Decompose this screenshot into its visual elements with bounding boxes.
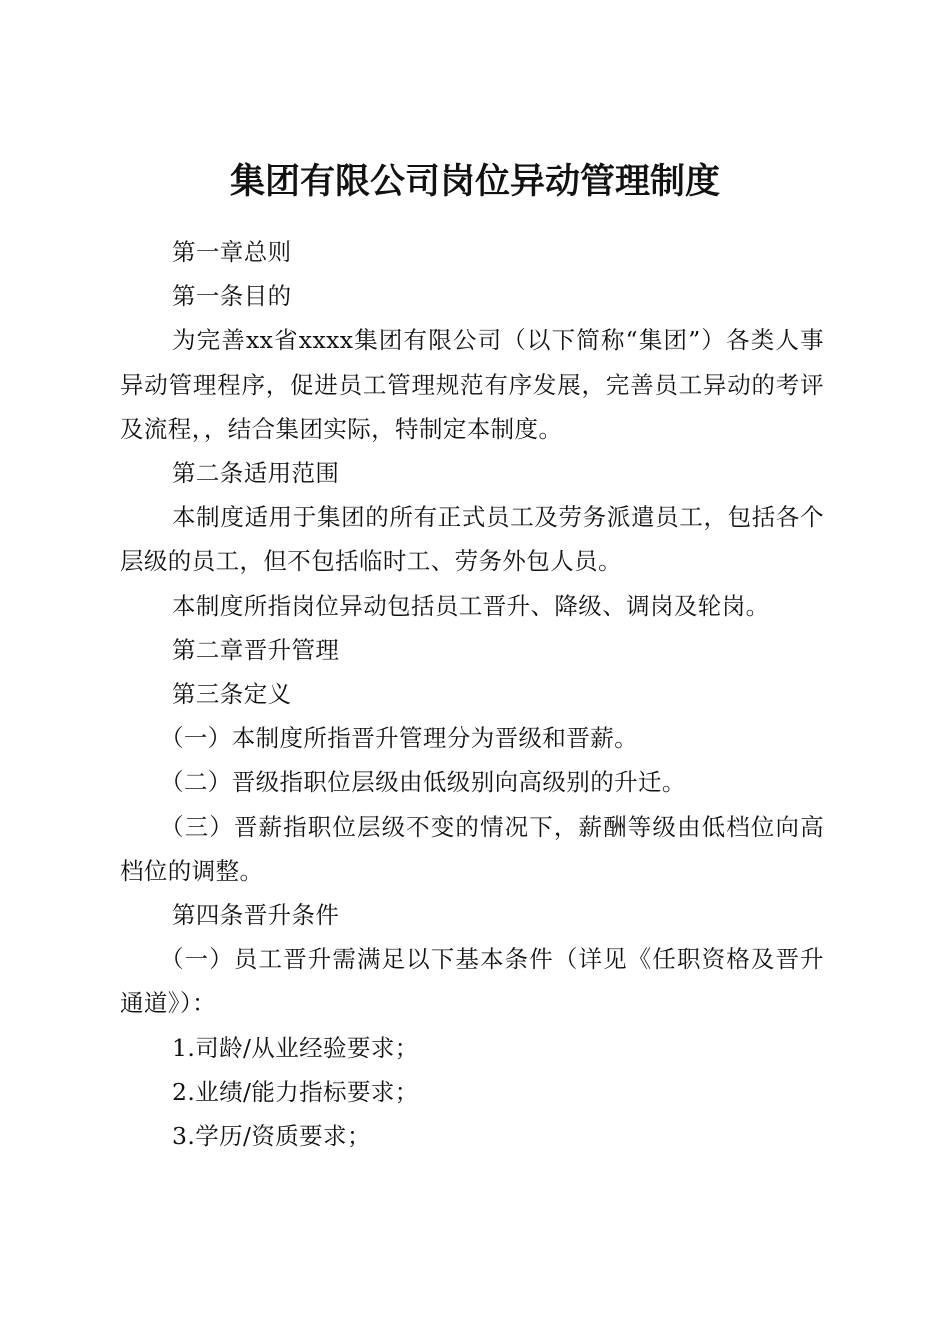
document-body <box>120 230 824 1158</box>
list-item: （二）晋级指职位层级由低级别向高级别的升迁。 <box>160 768 686 797</box>
article-heading: 第二条适用范围 <box>172 459 340 488</box>
numbered-item: 1.司龄/从业经验要求； <box>172 1033 419 1062</box>
article-heading: 第四条晋升条件 <box>172 901 340 930</box>
numbered-item: 3.学历/资质要求； <box>172 1122 371 1151</box>
document-title: 集团有限公司岗位异动管理制度 <box>229 162 720 203</box>
numbered-item: 2.业绩/能力指标要求； <box>172 1077 419 1106</box>
article-heading: 第一条目的 <box>172 282 292 311</box>
body-paragraph: 为完善xx省xxxx集团有限公司（以下简称“集团”）各类人事异动管理程序，促进员工管理规范有序发展，完善员工异动的考评及流程，，结合集团实际，特制定本制度。 <box>120 326 824 443</box>
chapter-heading: 第二章晋升管理 <box>172 635 340 664</box>
list-item: （一）本制度所指晋升管理分为晋级和晋薪。 <box>160 724 638 753</box>
list-item: （一）员工晋升需满足以下基本条件（详见《任职资格及晋升通道》）： <box>120 945 824 1018</box>
chapter-heading: 第一章总则 <box>172 238 292 266</box>
body-paragraph: 本制度适用于集团的所有正式员工及劳务派遣员工，包括各个层级的员工，但不包括临时工、劳务外包人员。 <box>120 503 824 576</box>
body-paragraph: 本制度所指岗位异动包括员工晋升、降级、调岗及轮岗。 <box>172 591 770 620</box>
list-item: （三）晋薪指职位层级不变的情况下，薪酬等级由低档位向高档位的调整。 <box>120 812 824 885</box>
article-heading: 第三条定义 <box>172 680 292 709</box>
